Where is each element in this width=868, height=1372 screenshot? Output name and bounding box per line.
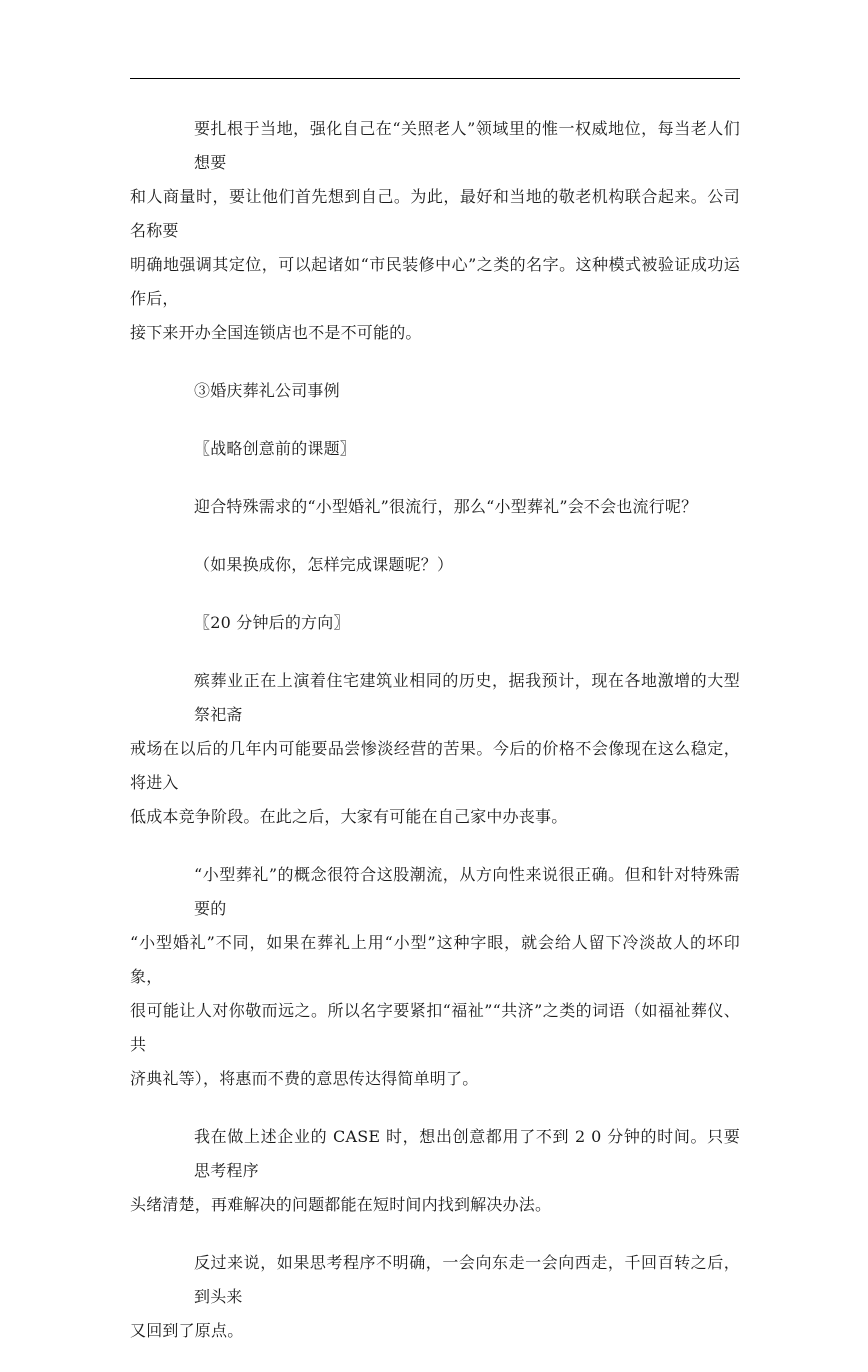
- header-rule: [130, 78, 740, 79]
- text-line: （如果换成你，怎样完成课题呢？）: [194, 555, 454, 574]
- text-line: 低成本竞争阶段。在此之后，大家有可能在自己家中办丧事。: [130, 807, 568, 826]
- section-heading-wedding-funeral-case: [130, 374, 740, 408]
- text-line: “小型葬礼”的概念很符合这股潮流，从方向性来说很正确。但和针对特殊需要的: [194, 865, 740, 918]
- text-line: 〖战略创意前的课题〗: [194, 439, 357, 458]
- text-line: “小型婚礼”不同，如果在葬礼上用“小型”这种字眼，就会给人留下冷淡故人的坏印象，: [130, 933, 740, 986]
- subheading-pre-strategy-topic: [130, 432, 740, 466]
- text-line: 又回到了原点。: [130, 1321, 244, 1340]
- paragraph-topic-question: [130, 490, 740, 524]
- paragraph-small-funeral-concept: [130, 858, 740, 1096]
- text-line: 戒场在以后的几年内可能要品尝惨淡经营的苦果。今后的价格不会像现在这么稳定，将进入: [130, 739, 740, 792]
- text-line: 我在做上述企业的 CASE 时，想出创意都用了不到 2 0 分钟的时间。只要思考程序: [194, 1127, 740, 1180]
- paragraph-reader-prompt: [130, 548, 740, 582]
- text-line: 迎合特殊需求的“小型婚礼”很流行，那么“小型葬礼”会不会也流行呢？: [194, 497, 698, 516]
- text-line: ③婚庆葬礼公司事例: [194, 381, 340, 400]
- paragraph-funeral-industry-history: [130, 664, 740, 834]
- text-line: 接下来开办全国连锁店也不是不可能的。: [130, 323, 422, 342]
- text-line: 要扎根于当地，强化自己在“关照老人”领域里的惟一权威地位，每当老人们想要: [194, 119, 740, 172]
- text-line: 反过来说，如果思考程序不明确，一会向东走一会向西走，千回百转之后，到头来: [194, 1253, 740, 1306]
- paragraph-elderly-care-positioning: [130, 112, 740, 350]
- text-line: 和人商量时，要让他们首先想到自己。为此，最好和当地的敬老机构联合起来。公司名称要: [130, 187, 740, 240]
- text-line: 济典礼等），将惠而不费的意思传达得简单明了。: [130, 1069, 479, 1088]
- text-line: 明确地强调其定位，可以起诸如“市民装修中心”之类的名字。这种模式被验证成功运作后，: [130, 255, 740, 308]
- text-line: 头绪清楚，再难解决的问题都能在短时间内找到解决办法。: [130, 1195, 552, 1214]
- paragraph-case-timing: [130, 1120, 740, 1222]
- paragraph-unclear-thinking: [130, 1246, 740, 1348]
- subheading-20-minute-direction: [130, 606, 740, 640]
- text-line: 〖20 分钟后的方向〗: [194, 613, 350, 632]
- text-line: 殡葬业正在上演着住宅建筑业相同的历史，据我预计，现在各地激增的大型祭祀斋: [194, 671, 740, 724]
- document-body: [130, 112, 740, 1372]
- text-line: 很可能让人对你敬而远之。所以名字要紧扣“福祉”“共济”之类的词语（如福祉葬仪、共: [130, 1001, 740, 1054]
